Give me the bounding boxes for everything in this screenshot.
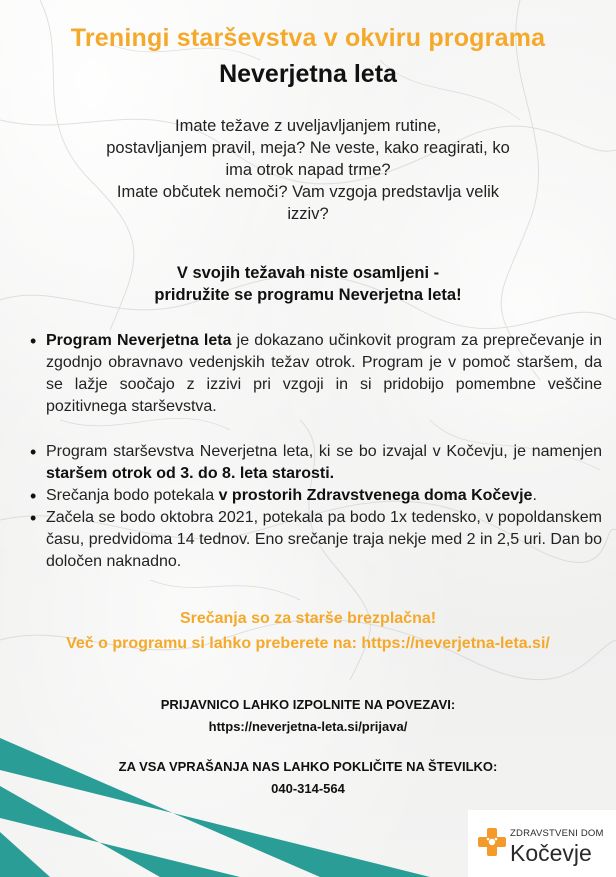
schedule-text: Začela se bodo oktobra 2021, potekala pa bodo 1x tedensko, v popoldanskem času, predvidoma 14 tednov. Eno srečanje traja nekje med 2 in 2,5 uri. Dan bo določen naknadno. bbox=[46, 509, 602, 570]
logo-line-1: ZDRAVSTVENI DOM bbox=[510, 828, 604, 839]
title-top: Treningi starševstva v okviru programa bbox=[70, 24, 546, 52]
contact-block bbox=[0, 756, 616, 800]
location-bold: v prostorih Zdravstvenega doma Kočevje bbox=[218, 487, 533, 504]
highlight-line: V svojih težavah niste osamljeni - bbox=[176, 264, 440, 282]
program-description-list bbox=[28, 330, 602, 418]
list-item-location bbox=[46, 485, 602, 507]
list-item-program bbox=[46, 330, 602, 418]
registration-label: PRIJAVNICO LAHKO IZPOLNITE NA POVEZAVI: bbox=[160, 697, 456, 712]
program-details-list bbox=[28, 441, 602, 573]
intro-line: Imate občutek nemoči? Vam vzgoja predstavlja velik bbox=[116, 183, 500, 201]
intro-line: postavljanjem pravil, meja? Ne veste, kako reagirati, ko bbox=[106, 139, 510, 157]
intro-line: Imate težave z uveljavljanjem rutine, bbox=[175, 117, 441, 135]
location-text: Srečanja bodo potekala bbox=[46, 487, 219, 504]
program-description-text: je dokazano učinkovit program za preprečevanje in zgodnjo obravnavo vedenjskih težav otrok. Program je v pomoč staršem, da se lažje soočajo z izzivi pri vzgoji in si pridobijo pomembne veščine pozitivnega starševstva. bbox=[46, 332, 602, 415]
highlight-message bbox=[60, 262, 556, 306]
medical-cross-icon bbox=[476, 826, 508, 858]
registration-block bbox=[0, 694, 616, 738]
registration-url[interactable]: https://neverjetna-leta.si/prijava/ bbox=[208, 719, 408, 734]
location-text-end: . bbox=[532, 487, 537, 504]
note-more-info-line: Več o programu si lahko preberete na: https://neverjetna-leta.si/ bbox=[66, 635, 550, 652]
intro-paragraph bbox=[60, 115, 556, 225]
intro-line: ima otrok napad trme? bbox=[225, 161, 391, 179]
free-of-charge-note bbox=[0, 606, 616, 656]
logo-line-2: Kočevje bbox=[510, 840, 592, 866]
list-item-schedule bbox=[46, 507, 602, 573]
note-free-line: Srečanja so za starše brezplačna! bbox=[179, 610, 437, 627]
contact-label: ZA VSA VPRAŠANJA NAS LAHKO POKLIČITE NA ŠTEVILKO: bbox=[118, 759, 498, 774]
page-title: Neverjetna leta bbox=[219, 60, 397, 88]
list-item-target-group bbox=[46, 441, 602, 485]
zdravstveni-dom-logo bbox=[468, 810, 616, 877]
target-group-bold: staršem otrok od 3. do 8. leta starosti. bbox=[46, 465, 335, 482]
highlight-line: pridružite se programu Neverjetna leta! bbox=[154, 286, 462, 304]
program-name-bold: Program Neverjetna leta bbox=[46, 332, 232, 349]
intro-line: izziv? bbox=[287, 205, 329, 223]
target-group-text: Program starševstva Neverjetna leta, ki se bo izvajal v Kočevju, je namenjen bbox=[46, 443, 602, 460]
contact-phone[interactable]: 040-314-564 bbox=[271, 781, 345, 796]
